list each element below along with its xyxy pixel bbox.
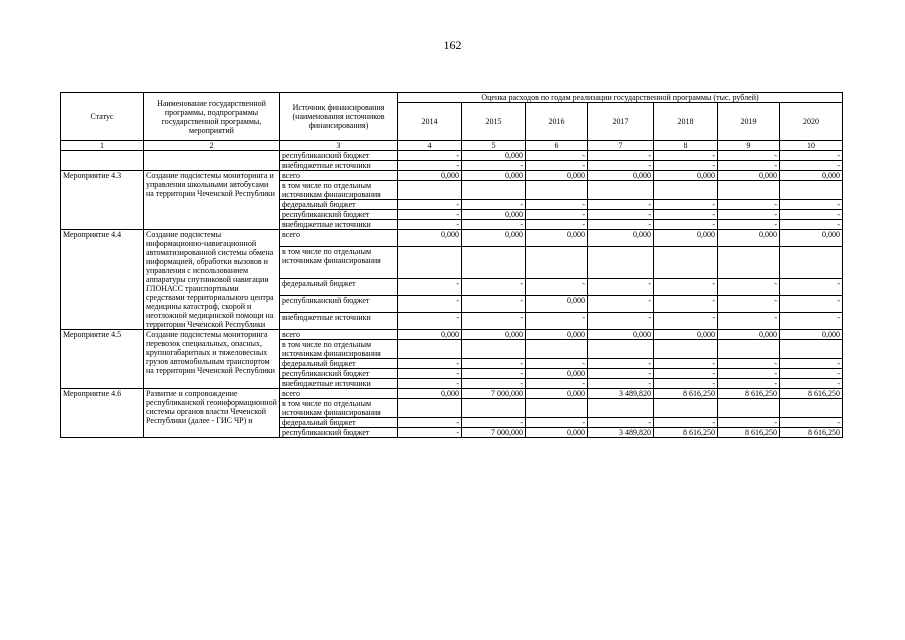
value-cell: - <box>780 359 843 369</box>
value-cell: 8 616,250 <box>780 389 843 399</box>
value-cell <box>398 399 462 418</box>
value-cell <box>654 340 718 359</box>
value-cell: - <box>654 296 718 313</box>
header-status: Статус <box>61 93 144 141</box>
value-cell: - <box>654 313 718 330</box>
value-cell: 0,000 <box>462 171 526 181</box>
value-cell: - <box>526 161 588 171</box>
source-cell: республиканский бюджет <box>280 151 398 161</box>
value-cell: - <box>462 418 526 428</box>
column-index: 6 <box>526 141 588 151</box>
table-row <box>61 151 843 161</box>
value-cell: 0,000 <box>398 171 462 181</box>
value-cell <box>718 399 780 418</box>
header-year: 2016 <box>526 103 588 141</box>
value-cell: - <box>780 379 843 389</box>
value-cell: - <box>526 359 588 369</box>
value-cell: - <box>780 151 843 161</box>
value-cell: 0,000 <box>526 369 588 379</box>
header-row <box>61 93 843 103</box>
table-row <box>61 389 843 399</box>
value-cell <box>398 181 462 200</box>
value-cell: 3 489,820 <box>588 428 654 438</box>
value-cell: 0,000 <box>526 330 588 340</box>
value-cell: - <box>654 418 718 428</box>
value-cell: - <box>398 379 462 389</box>
value-cell <box>718 340 780 359</box>
header-source: Источник финансирования (наименования источников финансирования) <box>280 93 398 141</box>
column-index-row <box>61 141 843 151</box>
value-cell: - <box>588 418 654 428</box>
value-cell <box>588 399 654 418</box>
page-number: 162 <box>443 38 462 52</box>
column-index: 8 <box>654 141 718 151</box>
source-cell: республиканский бюджет <box>280 369 398 379</box>
value-cell: - <box>588 296 654 313</box>
value-cell: - <box>526 210 588 220</box>
value-cell: - <box>780 161 843 171</box>
value-cell: - <box>780 210 843 220</box>
column-index: 10 <box>780 141 843 151</box>
header-year: 2015 <box>462 103 526 141</box>
source-cell: республиканский бюджет <box>280 210 398 220</box>
column-index: 1 <box>61 141 144 151</box>
column-index: 7 <box>588 141 654 151</box>
value-cell: - <box>654 210 718 220</box>
source-cell: всего <box>280 171 398 181</box>
name-cell: Создание подсистемы мониторинга перевозок специальных, опасных, крупногабаритных и тяжеловесных грузов автомобильным транспортом на территории Чеченской Республики <box>144 330 280 389</box>
value-cell: 0,000 <box>718 230 780 247</box>
value-cell: 3 489,820 <box>588 389 654 399</box>
value-cell: - <box>398 161 462 171</box>
value-cell: - <box>398 296 462 313</box>
value-cell: 8 616,250 <box>654 428 718 438</box>
source-cell: всего <box>280 389 398 399</box>
value-cell: - <box>398 200 462 210</box>
source-cell: в том числе по отдельным источникам финансирования <box>280 181 398 200</box>
value-cell: 0,000 <box>588 230 654 247</box>
value-cell: - <box>588 161 654 171</box>
table-body <box>61 151 843 438</box>
value-cell: - <box>718 200 780 210</box>
value-cell: 0,000 <box>780 330 843 340</box>
value-cell: - <box>398 369 462 379</box>
table-row <box>61 230 843 247</box>
value-cell: - <box>654 359 718 369</box>
value-cell: - <box>462 379 526 389</box>
value-cell: - <box>588 369 654 379</box>
value-cell: - <box>718 359 780 369</box>
value-cell: - <box>718 161 780 171</box>
value-cell: 7 000,000 <box>462 389 526 399</box>
value-cell: 0,000 <box>780 230 843 247</box>
source-cell: внебюджетные источники <box>280 379 398 389</box>
column-index: 5 <box>462 141 526 151</box>
value-cell: - <box>526 313 588 330</box>
value-cell: - <box>462 369 526 379</box>
source-cell: внебюджетные источники <box>280 313 398 330</box>
value-cell <box>462 181 526 200</box>
value-cell: - <box>588 220 654 230</box>
budget-table <box>60 92 843 438</box>
value-cell: - <box>718 369 780 379</box>
name-cell: Создание подсистемы информационно-навигационной автоматизированной системы обмена информацией, обработки вызовов и управления с использованием аппаратуры спутниковой навигации ГЛОНАСС транспортными средствами территориального центра медицины катастроф, скорой и неотложной медицинской помощи на территории Чеченской Республики <box>144 230 280 330</box>
value-cell: - <box>526 151 588 161</box>
value-cell: - <box>462 313 526 330</box>
value-cell: - <box>718 279 780 296</box>
value-cell: - <box>654 151 718 161</box>
value-cell: - <box>462 296 526 313</box>
value-cell <box>462 246 526 278</box>
value-cell: - <box>780 279 843 296</box>
value-cell <box>588 340 654 359</box>
value-cell <box>780 399 843 418</box>
value-cell: 7 000,000 <box>462 428 526 438</box>
value-cell: - <box>462 200 526 210</box>
value-cell <box>780 246 843 278</box>
table-row <box>61 330 843 340</box>
value-cell: - <box>526 279 588 296</box>
source-cell: всего <box>280 330 398 340</box>
value-cell: 0,000 <box>588 171 654 181</box>
name-cell: Развитие и сопровождение республиканской геоинформационной системы органов власти Чеченской Республики (далее - ГИС ЧР) и <box>144 389 280 438</box>
source-cell: в том числе по отдельным источникам финансирования <box>280 399 398 418</box>
value-cell: - <box>398 279 462 296</box>
value-cell: - <box>588 151 654 161</box>
header-year: 2020 <box>780 103 843 141</box>
value-cell: - <box>654 279 718 296</box>
source-cell: республиканский бюджет <box>280 296 398 313</box>
value-cell: - <box>718 210 780 220</box>
value-cell <box>462 399 526 418</box>
value-cell: - <box>526 418 588 428</box>
value-cell: 0,000 <box>526 171 588 181</box>
value-cell: - <box>526 200 588 210</box>
value-cell: 0,000 <box>462 210 526 220</box>
value-cell <box>398 340 462 359</box>
value-cell: - <box>654 200 718 210</box>
source-cell: федеральный бюджет <box>280 279 398 296</box>
value-cell: - <box>398 428 462 438</box>
value-cell <box>718 181 780 200</box>
value-cell <box>526 340 588 359</box>
value-cell: - <box>780 296 843 313</box>
source-cell: в том числе по отдельным источникам финансирования <box>280 246 398 278</box>
value-cell: 8 616,250 <box>718 389 780 399</box>
value-cell <box>526 181 588 200</box>
column-index: 2 <box>144 141 280 151</box>
value-cell: - <box>462 279 526 296</box>
value-cell: 8 616,250 <box>654 389 718 399</box>
value-cell: - <box>588 279 654 296</box>
status-cell: Мероприятие 4.3 <box>61 171 144 230</box>
value-cell <box>654 399 718 418</box>
source-cell: всего <box>280 230 398 247</box>
value-cell: - <box>718 313 780 330</box>
value-cell: - <box>462 161 526 171</box>
value-cell: 0,000 <box>398 330 462 340</box>
value-cell: - <box>398 220 462 230</box>
value-cell: 0,000 <box>718 330 780 340</box>
value-cell: 0,000 <box>588 330 654 340</box>
source-cell: федеральный бюджет <box>280 200 398 210</box>
value-cell: - <box>588 313 654 330</box>
value-cell: - <box>588 200 654 210</box>
table-row <box>61 171 843 181</box>
value-cell: - <box>654 369 718 379</box>
value-cell <box>780 340 843 359</box>
value-cell <box>526 246 588 278</box>
value-cell: - <box>780 313 843 330</box>
value-cell <box>462 340 526 359</box>
value-cell: 0,000 <box>526 428 588 438</box>
value-cell: - <box>526 220 588 230</box>
column-index: 4 <box>398 141 462 151</box>
value-cell: - <box>718 296 780 313</box>
value-cell: 8 616,250 <box>718 428 780 438</box>
name-cell <box>144 151 280 171</box>
value-cell: - <box>780 220 843 230</box>
source-cell: в том числе по отдельным источникам финансирования <box>280 340 398 359</box>
value-cell: 0,000 <box>462 330 526 340</box>
value-cell: - <box>588 379 654 389</box>
status-cell: Мероприятие 4.5 <box>61 330 144 389</box>
value-cell: 0,000 <box>718 171 780 181</box>
value-cell: - <box>398 313 462 330</box>
value-cell: - <box>718 151 780 161</box>
value-cell: 0,000 <box>654 171 718 181</box>
value-cell <box>654 181 718 200</box>
value-cell: - <box>718 418 780 428</box>
value-cell: 0,000 <box>462 230 526 247</box>
value-cell: 0,000 <box>526 230 588 247</box>
header-year: 2017 <box>588 103 654 141</box>
value-cell: - <box>462 359 526 369</box>
value-cell: - <box>398 359 462 369</box>
header-year: 2018 <box>654 103 718 141</box>
status-cell: Мероприятие 4.6 <box>61 389 144 438</box>
value-cell: - <box>526 379 588 389</box>
value-cell: 0,000 <box>398 230 462 247</box>
value-cell: - <box>398 151 462 161</box>
header-year: 2014 <box>398 103 462 141</box>
value-cell: 0,000 <box>780 171 843 181</box>
column-index: 3 <box>280 141 398 151</box>
source-cell: внебюджетные источники <box>280 220 398 230</box>
value-cell: 0,000 <box>654 330 718 340</box>
value-cell: 0,000 <box>462 151 526 161</box>
source-cell: внебюджетные источники <box>280 161 398 171</box>
value-cell: - <box>654 379 718 389</box>
value-cell: - <box>780 418 843 428</box>
value-cell: - <box>780 369 843 379</box>
value-cell: - <box>654 161 718 171</box>
value-cell <box>780 181 843 200</box>
value-cell <box>588 246 654 278</box>
value-cell <box>654 246 718 278</box>
value-cell <box>398 246 462 278</box>
status-cell: Мероприятие 4.4 <box>61 230 144 330</box>
header-name: Наименование государственной программы, подпрограммы государственной программы, мероприятий <box>144 93 280 141</box>
value-cell: - <box>654 220 718 230</box>
header-estimate: Оценка расходов по годам реализации государственной программы (тыс. рублей) <box>398 93 843 103</box>
header-year: 2019 <box>718 103 780 141</box>
source-cell: федеральный бюджет <box>280 359 398 369</box>
value-cell <box>718 246 780 278</box>
value-cell: - <box>462 220 526 230</box>
value-cell: - <box>398 418 462 428</box>
value-cell: - <box>780 200 843 210</box>
value-cell: - <box>588 359 654 369</box>
source-cell: федеральный бюджет <box>280 418 398 428</box>
column-index: 9 <box>718 141 780 151</box>
name-cell: Создание подсистемы мониторинга и управления школьными автобусами на территории Чеченской Республики <box>144 171 280 230</box>
value-cell: 0,000 <box>398 389 462 399</box>
value-cell: 0,000 <box>526 296 588 313</box>
source-cell: республиканский бюджет <box>280 428 398 438</box>
value-cell: - <box>718 379 780 389</box>
value-cell: - <box>718 220 780 230</box>
value-cell: 0,000 <box>654 230 718 247</box>
value-cell: - <box>398 210 462 220</box>
value-cell: 8 616,250 <box>780 428 843 438</box>
value-cell <box>588 181 654 200</box>
value-cell: - <box>588 210 654 220</box>
value-cell <box>526 399 588 418</box>
status-cell <box>61 151 144 171</box>
value-cell: 0,000 <box>526 389 588 399</box>
